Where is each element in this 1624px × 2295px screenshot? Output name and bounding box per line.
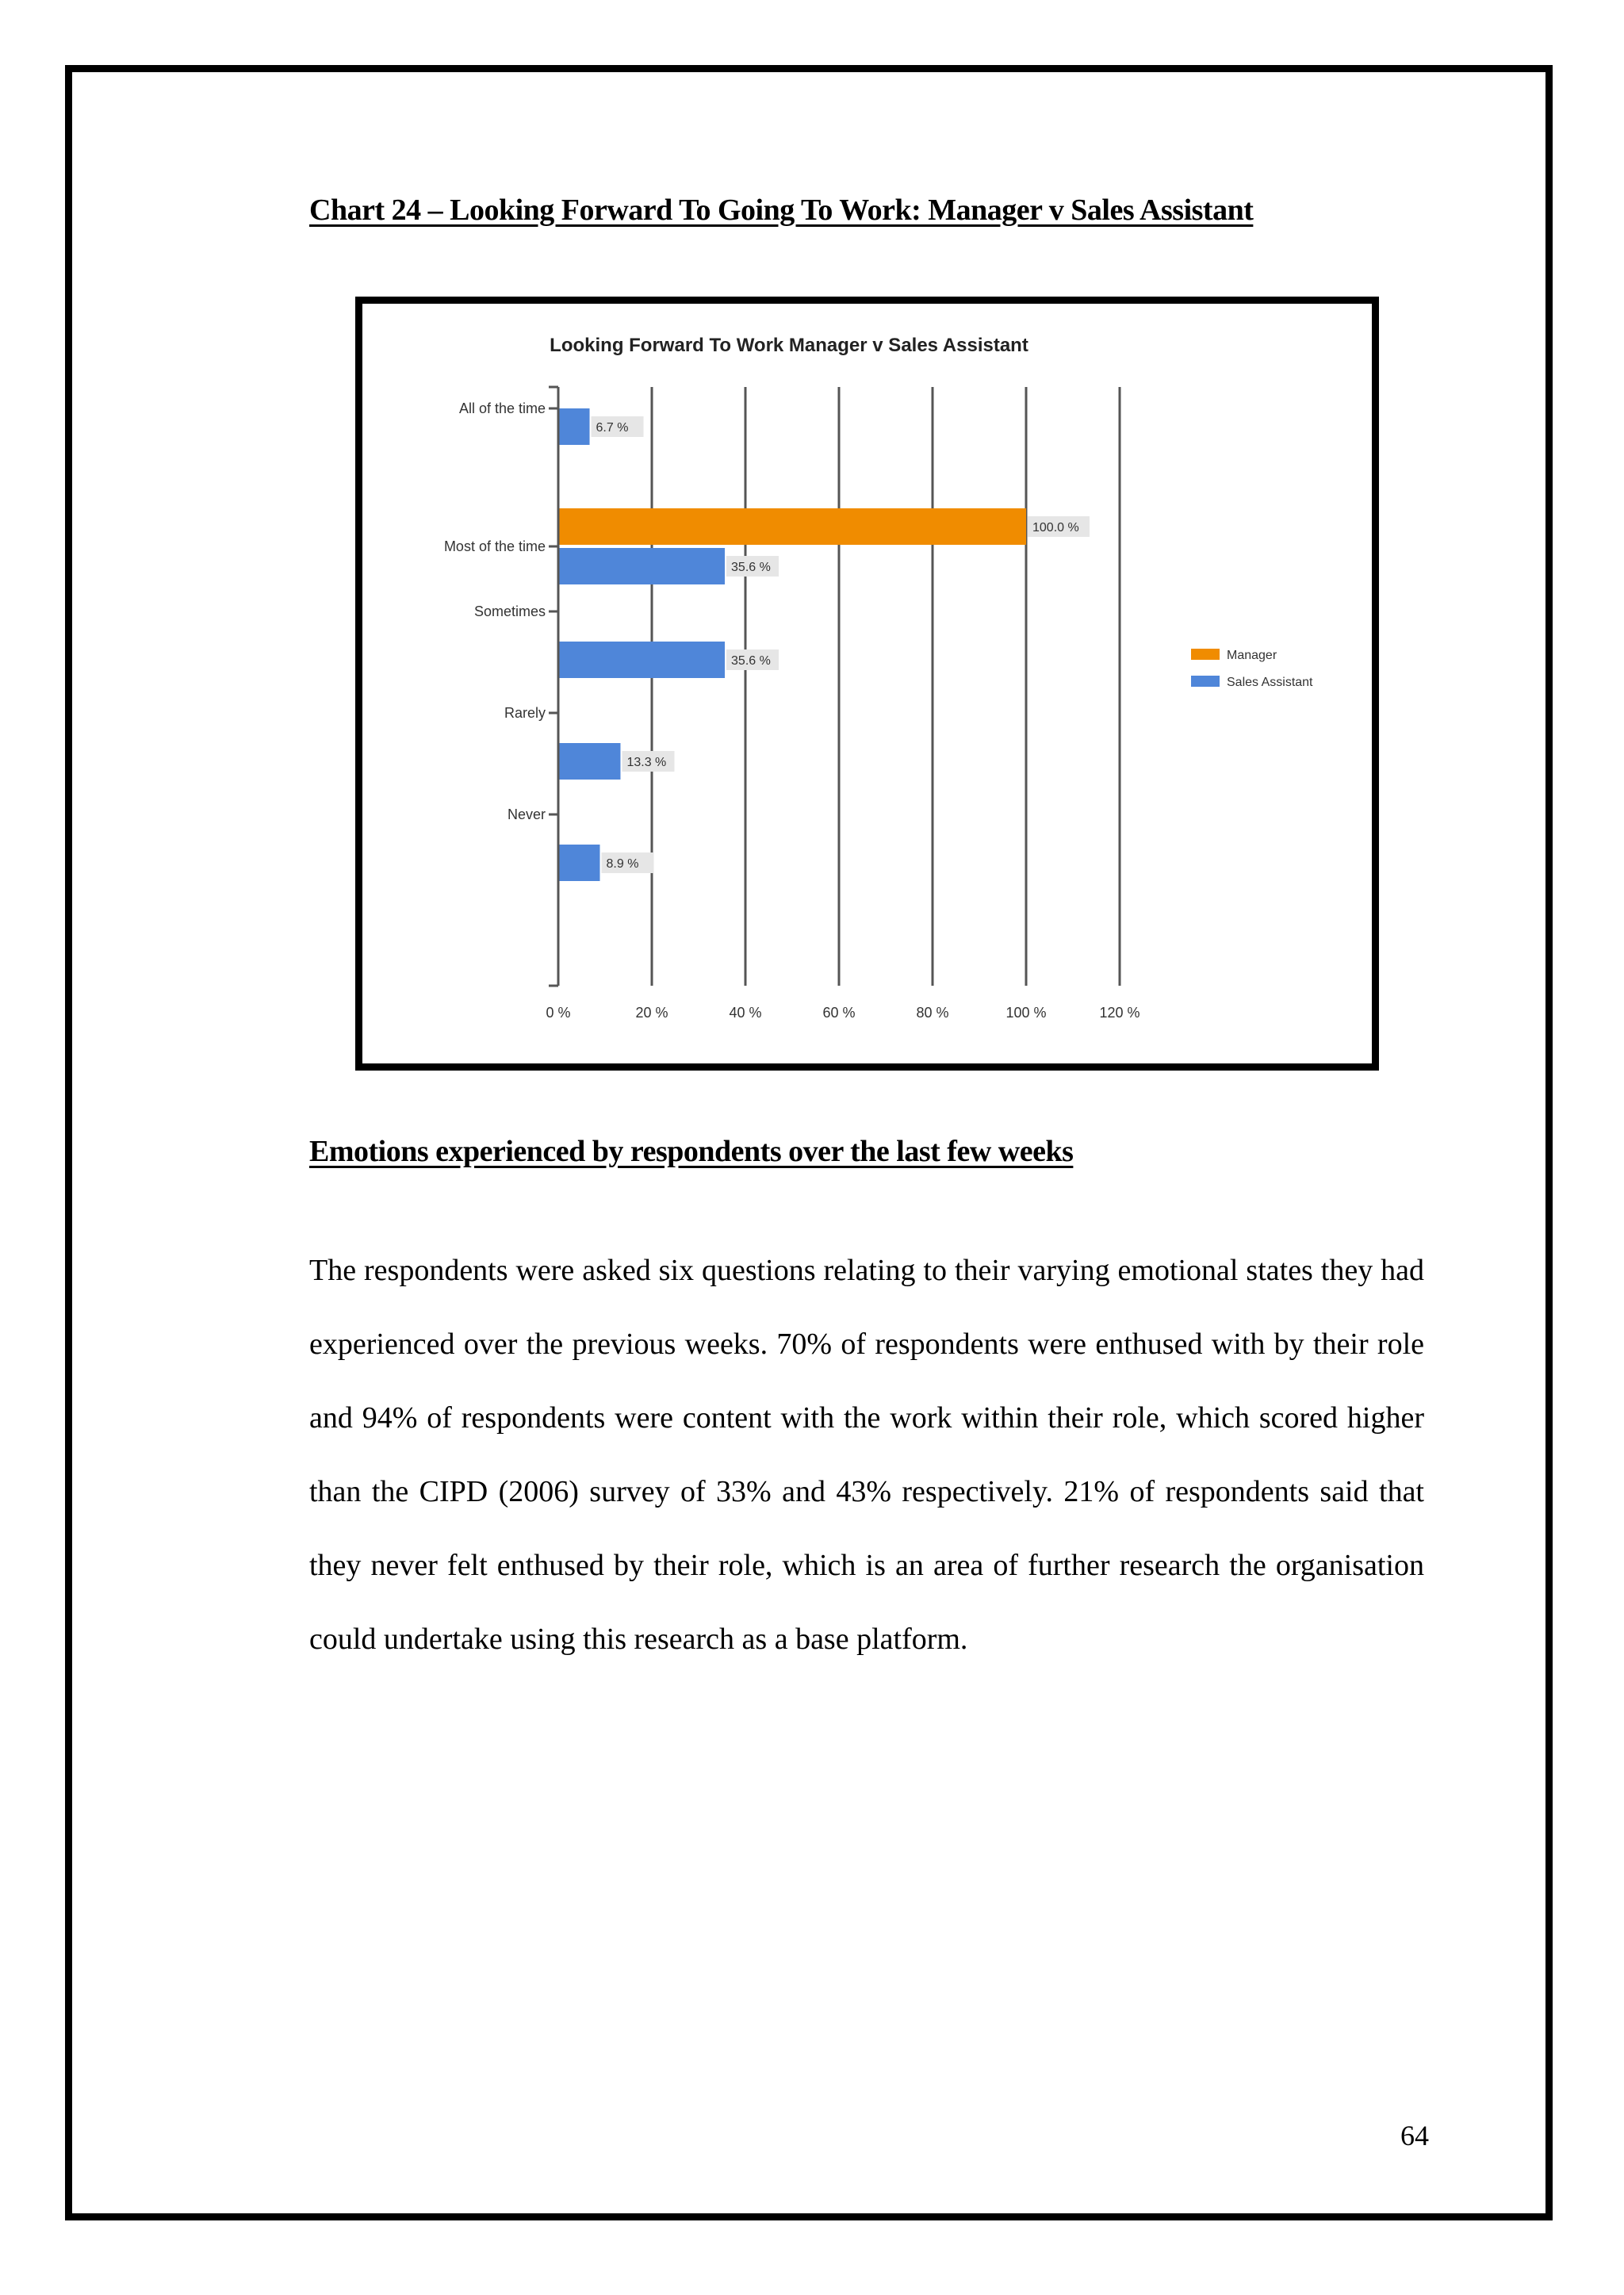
paragraph-text: The respondents were asked six questions relating to their varying emotional states they had experienced over the previous weeks. 70% of respondents were enthused with by their role and 94% of respondents were content with the work within their role, which scored higher than the CIPD (2006) survey of 33% and 43% respectively. 21% of respondents said that they never felt enthused by their role, which is an area of further research the organisation could undertake using this research as a base platform. [309,1254,1424,1656]
data-label: 13.3 % [626,756,667,769]
data-label: 35.6 % [731,561,771,574]
bars [558,408,1090,881]
bar-manager [558,508,1026,545]
legend [1191,649,1313,689]
page-number: 64 [1400,2120,1429,2151]
bar-sales-assistant [558,642,725,678]
data-label: 100.0 % [1032,521,1079,534]
section-heading: Emotions experienced by respondents over the last few weeks [309,1135,1074,1168]
bar-chart [362,304,1372,1063]
bar-sales-assistant [558,548,725,584]
category-label: All of the time [458,400,546,416]
chart-frame [355,297,1379,1071]
bar-sales-assistant [558,845,600,881]
x-tick-label: 20 % [635,1005,668,1021]
x-tick-label: 0 % [546,1005,571,1021]
data-label: 8.9 % [606,857,639,871]
chart-heading: Chart 24 – Looking Forward To Going To Work: Manager v Sales Assistant [309,193,1254,227]
category-label: Rarely [504,705,546,721]
category-label: Sometimes [473,603,546,619]
x-tick-label: 40 % [729,1005,762,1021]
gridlines [558,387,1120,986]
category-label: Most of the time [443,538,546,554]
legend-label: Manager [1227,649,1277,662]
data-label: 35.6 % [731,654,771,668]
body-paragraph [309,1234,1424,1676]
bar-sales-assistant [558,408,590,445]
x-tick-label: 80 % [916,1005,949,1021]
chart-title: Looking Forward To Work Manager v Sales Assistant [550,335,1028,356]
data-label: 6.7 % [596,421,629,435]
legend-label: Sales Assistant [1227,676,1313,689]
legend-swatch [1191,649,1220,660]
axes [444,387,1140,1021]
x-tick-label: 100 % [1005,1005,1047,1021]
x-tick-label: 120 % [1099,1005,1140,1021]
category-label: Never [507,807,546,822]
legend-swatch [1191,676,1220,687]
bar-sales-assistant [558,743,620,780]
x-tick-label: 60 % [822,1005,856,1021]
